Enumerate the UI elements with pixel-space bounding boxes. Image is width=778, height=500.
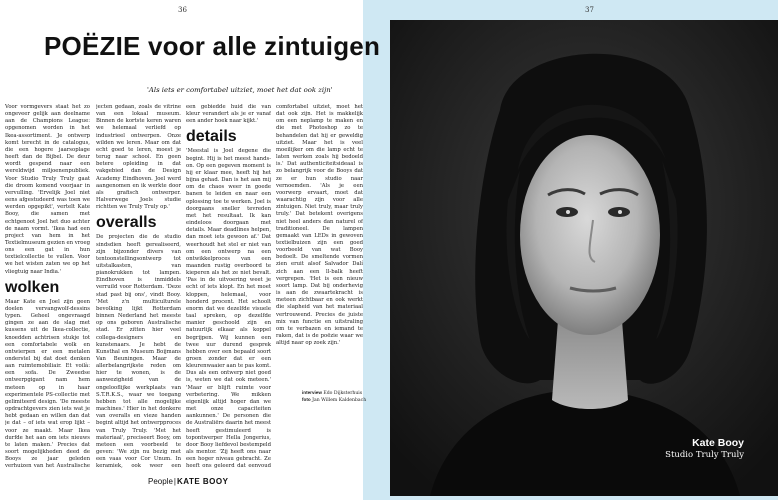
footer-subject: KATE BOOY — [177, 477, 229, 486]
section-heading-overalls: overalls — [96, 214, 157, 232]
text-column-1 — [5, 104, 90, 470]
credit-photo-name: Jan Willem Kaldenbach — [312, 398, 367, 404]
column-3-paragraph-2: 'Meestal is Joel degene die begint. Hij is het meest hands-on. Op een gegeven moment is hij er klaar mee, heeft hij het bijna gehad. Dan is het aan mij om de chaos weer in goede banen te leiden en naar een oplossing toe te werken. Joel is doorgaans sneller tevreden met het resultaat. Ik kan eindeloos doorgaan met details. Maar deadlines helpen, dan moet iets gewoon af.' Dat weerhoudt het stel er niet van om een ontwerp na een ontwikkelproces van een maanden rustig overboord te kieperen als het ze niet bevalt. 'Pas in de uitvoering weet je echt of iets klopt. En het moet kloppen, helemaal, voor honderd procent. Het schoolt enorm dat we dezelfde visuele taal spreken, op dezelfde manier geschoold zijn en natuurlijk elkaar als koppel begrijpen. Wij kunnen een twee uur durend gesprek hebben over een bepaald soort groen zonder dat er een kleurenwaaier aan te pas komt. Dus als een ontwerp niet goed is, weten we dat ook meteen.' 'Maar er blijft ruimte voor verbetering. We mikken eigenlijk altijd hoger dan we met onze capaciteiten aankunnen.' De personen die de Australiërs daarin het meest heeft gestimuleerd is topontwerper Hella Jongerius, door Booy liefdevol bestempeld als mentor. 'Zij heeft ons naar een hoger niveau gebracht. Ze heeft ons geleerd dat eenvoud — [186, 148, 271, 470]
pull-quote: 'Als iets er comfortabel uitziet, moet het dat ook zijn' — [147, 86, 333, 94]
footer-separator: | — [173, 477, 176, 486]
column-4-paragraph-1: comfortabel uitziet, moet het dat ook zijn. Het is makkelijk om een neplamp te maken en die met Photoshop zo te behandelen dat hij er geweldig uitziet. Maar het is veel moeilijker om die lamp echt te laten werken zoals hij bedoeld is.' Dat authenticiteitsideaal is zo belangrijk voor de Booys dat ze er hun studio naar vernoemden. 'Als je een voorwerp ervaart, moet dat waarachtig zijn voor alle zintuigen. Niet truly, maar truly truly.' Dat betekent overigens niet heel anders dan naturel of traditioneel. De lampen gemaakt van LEDs in gewoven textielbuizen zijn een goed voorbeeld van wat Booy bedoelt. De smeltende vormen zien eruit alsof Salvador Dalí zich aan een ll-balk heeft vergrepen. 'Het is een nieuw soort lamp. Dat bij onderhevig is aan de zwaartekracht is meteen zichtbaar en ook werkt die slapheid van het materiaal vertrouwend. Precies de juiste mix van functie en uitstraling om te verbazen en iemand te raken, dat is de poëzie waar we altijd naar op zoek zijn.' — [276, 104, 363, 347]
text-column-3 — [186, 104, 271, 470]
footer-brand-people: People — [148, 477, 173, 486]
caption-name: Kate Booy — [692, 437, 744, 449]
section-heading-details: details — [186, 128, 237, 146]
page-number-left: 36 — [178, 6, 187, 14]
article-credits — [302, 390, 387, 405]
section-heading-wolken: wolken — [5, 278, 60, 296]
credit-interview-name: Edo Dijksterhuis — [323, 391, 363, 396]
column-2-paragraph-1: jecten gedaan, zoals de vitrine van een lokaal museum. Binnen de kortste keren waren we helemaal verliefd op industrieel ontwerpen. Onze wilden we leren. Maar om dat echt goed te leren, moest je terug naar school. En geen betere opleiding in dat vakgebied dan de Design Academy Eindhoven. Joel werd aangenomen en ik werkte door als grafisch ontwerper. Halverwege Joels studie richtten we Truly Truly op.' — [96, 104, 181, 211]
page-number-right: 37 — [585, 6, 594, 14]
column-2-paragraph-2: De projecten die de studio sindsdien heeft gerealiseerd, zijn bijzonder divers van tentoonstellingsontwerp tot uitstalkasten, van pianokrukken tot lampen. Eindhoven is inmiddels verruild voor Rotterdam. 'Deze stad past bij ons', vindt Booy. 'Met z'n multiculturele bevolking lijkt Rotterdam binnen Nederland het meeste op ons geboren Australische stad. Er zitten hier veel collega-designers en kunstenaars. Je hebt de Kunsthal en Museum Boijmans Van Beuningen. Maar de allerbelangrijkste reden om hier te wonen, is de aanwezigheid van de ongelooflijke werkplaats van S.T.R.K.S., waar we toegang hebben tot alle mogelijke machines.' Hier in het donkere van overalls en vieze handen begint altijd het ontwerpproces van Truly Truly. 'Met het materiaal', preciseert Booy, om meteen een voorbeeld te geven: 'We zijn nu bezig met een vaas voor Cor Unum. In keramiek, ook weer een — [96, 234, 181, 470]
column-3-paragraph-1: een gebiedde huid die van kleur verandert als je er vanaf een ander hoek naar kijkt.' — [186, 104, 271, 125]
text-column-4 — [276, 104, 363, 384]
photo-caption — [665, 437, 744, 460]
article-title: POËZIE voor alle zintuigen — [44, 31, 381, 62]
portrait-photo — [390, 20, 778, 496]
caption-studio: Studio Truly Truly — [665, 450, 744, 460]
footer-brand — [148, 477, 228, 486]
text-column-2 — [96, 104, 181, 470]
column-1-paragraph-2: Maar Kate en Joel zijn geen doelen vervangwolf-dessins typen. Geheel ongevraagd gingen ze aan de slag met kussens uit de Ikea-collectie, knoedden achtrisen stukje tot een comfortabele wolk en ontwierpen er een metalen onderstel bij dat doet denken aan ruimtemobiliair. Et voilà: een sofa. De Zweedse ontwerpgigant nam hem meteen op in haar experimentele PS-collectie met gelimiteerd design. 'De meeste opdrachtgevers zien iets wat je hebt gedaan en willen dan dat je dat – of iets wat erop lijkt – voor ze maakt. Maar Ikea durfde het aan om iets nieuws te laten maken.' Precies dat soort mogelijkheden deed de Booys ze jaar geleden verhuizen van het Australische — [5, 298, 90, 470]
credit-photo — [302, 397, 387, 404]
portrait-illustration — [390, 20, 778, 496]
credit-interview — [302, 390, 387, 397]
credit-interview-label: interview — [302, 390, 322, 395]
column-1-paragraph-1: Voor vormgevers staat het zo ongeveer gelijk aan deelname aan de Champions League: opgenomen worden in het Ikea-assortiment. Je ontwerp komt terecht in de catalogus, die een hogere jaarsoplage heeft dan de Bijbel. De deur wordt gespend naar een wereldwijd miljoenenpubliek. Voor Studio Truly Truly gaat die droom komend voorjaar in vervulling. 'Ervelijk Joel niet eens afgestudeerd was toen we werden opgepikt', vertelt Kate Booy, die samen met echtgenoot Joel het duo achter de naam vormt. 'Ikea had een project van hem in het Textielmuseum gezien en vroeg ons een gat in hun textielcollectie te vullen. Voor we het wisten zaten we op het vliegtuig naar India.' — [5, 104, 90, 275]
credit-photo-label: foto — [302, 397, 311, 403]
